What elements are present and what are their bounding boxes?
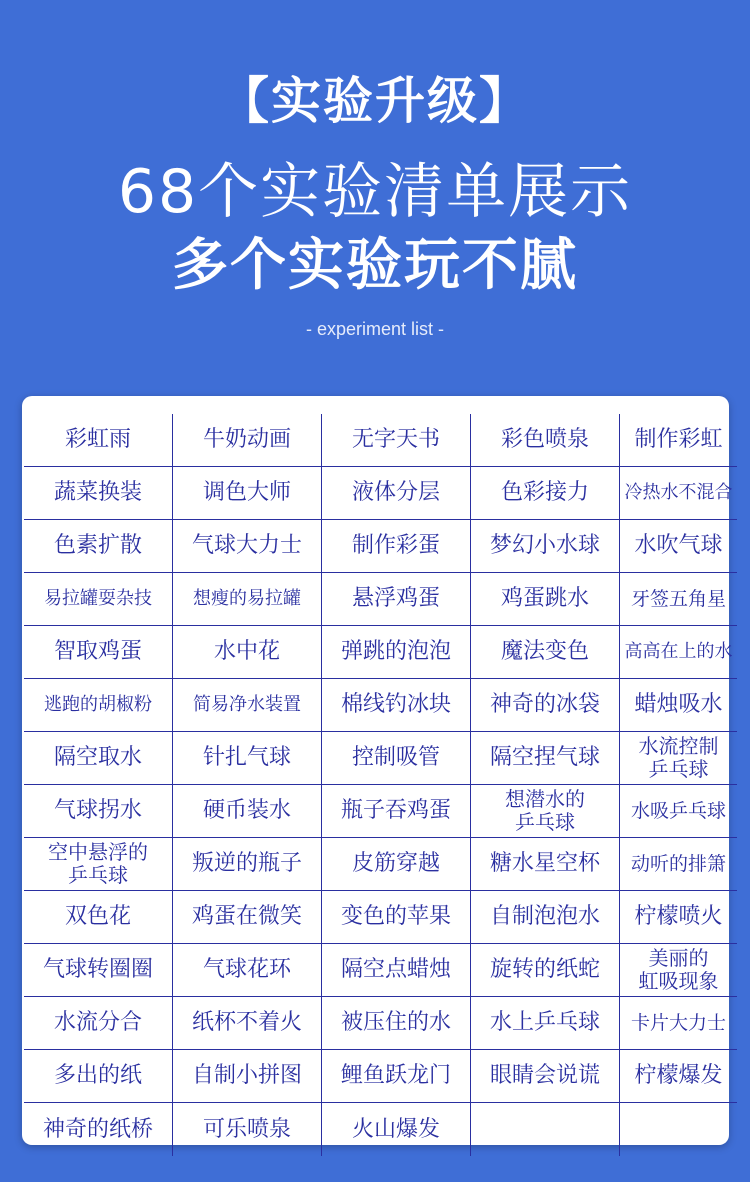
header: [0, 0, 750, 396]
table-row: [24, 626, 739, 679]
experiment-cell: 隔空点蜡烛: [322, 944, 471, 997]
experiment-cell: 彩色喷泉: [471, 414, 620, 467]
experiment-cell: 水吹气球: [620, 520, 737, 573]
table-row: [24, 997, 739, 1050]
main-title: 68个实验清单展示: [117, 157, 633, 227]
experiment-cell: 牛奶动画: [173, 414, 322, 467]
experiment-cell: 气球拐水: [24, 785, 173, 838]
table-row: [24, 520, 739, 573]
experiment-cell: 水中花: [173, 626, 322, 679]
experiment-cell: 自制泡泡水: [471, 891, 620, 944]
experiment-cell: 旋转的纸蛇: [471, 944, 620, 997]
experiment-cell: 想潜水的 乒乓球: [471, 785, 620, 838]
experiment-cell: 自制小拼图: [173, 1050, 322, 1103]
table-row: [24, 467, 739, 520]
experiment-cell: 无字天书: [322, 414, 471, 467]
experiment-cell: 叛逆的瓶子: [173, 838, 322, 891]
experiment-cell: 弹跳的泡泡: [322, 626, 471, 679]
experiment-cell: 被压住的水: [322, 997, 471, 1050]
experiment-cell: 柠檬爆发: [620, 1050, 737, 1103]
experiment-cell: 调色大师: [173, 467, 322, 520]
experiment-cell: 硬币装水: [173, 785, 322, 838]
experiment-cell: 双色花: [24, 891, 173, 944]
bracket-title: 【实验升级】: [219, 72, 531, 130]
experiment-cell: 想瘦的易拉罐: [173, 573, 322, 626]
table-row: [24, 838, 739, 891]
experiment-cell: 棉线钓冰块: [322, 679, 471, 732]
experiment-cell: 变色的苹果: [322, 891, 471, 944]
experiment-cell: 眼睛会说谎: [471, 1050, 620, 1103]
experiment-cell: 气球花环: [173, 944, 322, 997]
experiment-cell: 火山爆发: [322, 1103, 471, 1156]
experiment-card: [22, 396, 733, 1145]
experiment-cell: 制作彩蛋: [322, 520, 471, 573]
experiment-cell: 美丽的 虹吸现象: [620, 944, 737, 997]
experiment-cell: 纸杯不着火: [173, 997, 322, 1050]
experiment-cell: 制作彩虹: [620, 414, 737, 467]
experiment-cell: 鲤鱼跃龙门: [322, 1050, 471, 1103]
experiment-cell: 高高在上的水: [620, 626, 737, 679]
experiment-cell: 卡片大力士: [620, 997, 737, 1050]
experiment-cell: 蜡烛吸水: [620, 679, 737, 732]
experiment-cell: 水流分合: [24, 997, 173, 1050]
experiment-cell: 水流控制 乒乓球: [620, 732, 737, 785]
experiment-cell: 瓶子吞鸡蛋: [322, 785, 471, 838]
experiment-list-label: - experiment list -: [305, 319, 445, 339]
experiment-cell: 空中悬浮的 乒乓球: [24, 838, 173, 891]
experiment-cell: 鸡蛋在微笑: [173, 891, 322, 944]
table-row: [24, 1103, 739, 1156]
experiment-cell: 悬浮鸡蛋: [322, 573, 471, 626]
table-row: [24, 785, 739, 838]
experiment-cell: 神奇的纸桥: [24, 1103, 173, 1156]
experiment-cell: 液体分层: [322, 467, 471, 520]
experiment-cell: 皮筋穿越: [322, 838, 471, 891]
table-row: [24, 414, 739, 467]
experiment-cell: 色素扩散: [24, 520, 173, 573]
experiment-cell: [471, 1103, 620, 1156]
experiment-cell: 水吸乒乓球: [620, 785, 737, 838]
experiment-cell: 牙签五角星: [620, 573, 737, 626]
table-row: [24, 1050, 739, 1103]
experiment-cell: 多出的纸: [24, 1050, 173, 1103]
experiment-cell: 控制吸管: [322, 732, 471, 785]
experiment-cell: 蔬菜换装: [24, 467, 173, 520]
experiment-cell: 彩虹雨: [24, 414, 173, 467]
experiment-cell: 糖水星空杯: [471, 838, 620, 891]
sub-title: 多个实验玩不腻: [172, 233, 578, 298]
experiment-cell: 可乐喷泉: [173, 1103, 322, 1156]
experiment-cell: 水上乒乓球: [471, 997, 620, 1050]
experiment-cell: 气球大力士: [173, 520, 322, 573]
table-row: [24, 944, 739, 997]
experiment-cell: 隔空取水: [24, 732, 173, 785]
table-row: [24, 732, 739, 785]
experiment-cell: 气球转圈圈: [24, 944, 173, 997]
table-row: [24, 573, 739, 626]
experiment-grid: [24, 414, 739, 1156]
experiment-cell: 隔空捏气球: [471, 732, 620, 785]
experiment-cell: 魔法变色: [471, 626, 620, 679]
experiment-cell: [620, 1103, 737, 1156]
experiment-cell: 智取鸡蛋: [24, 626, 173, 679]
experiment-cell: 动听的排箫: [620, 838, 737, 891]
experiment-cell: 针扎气球: [173, 732, 322, 785]
experiment-cell: 鸡蛋跳水: [471, 573, 620, 626]
table-row: [24, 891, 739, 944]
experiment-cell: 色彩接力: [471, 467, 620, 520]
experiment-cell: 易拉罐耍杂技: [24, 573, 173, 626]
experiment-cell: 神奇的冰袋: [471, 679, 620, 732]
experiment-cell: 梦幻小水球: [471, 520, 620, 573]
experiment-cell: 简易净水装置: [173, 679, 322, 732]
experiment-cell: 柠檬喷火: [620, 891, 737, 944]
experiment-cell: 逃跑的胡椒粉: [24, 679, 173, 732]
table-row: [24, 679, 739, 732]
experiment-cell: 冷热水不混合: [620, 467, 737, 520]
